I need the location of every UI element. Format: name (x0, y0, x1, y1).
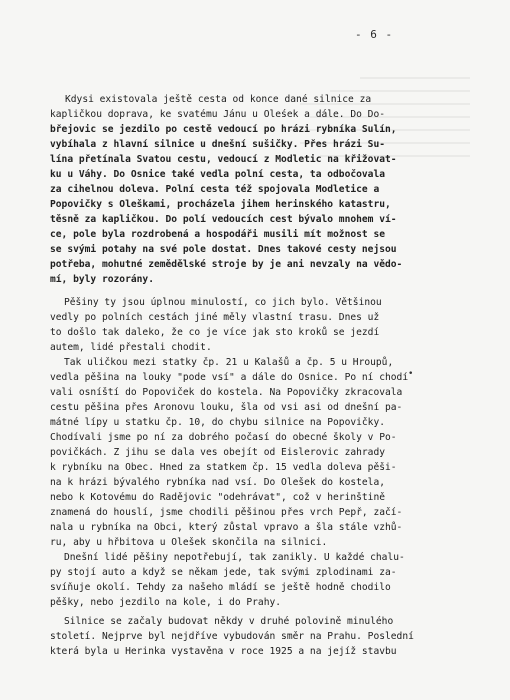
text-line: povičkách. Z jihu se dala ves obejít od Eislerovic zahrady (50, 447, 386, 458)
text-line: na k hrázi bývalého rybníka nad vsí. Do Olešek do kostela, (50, 477, 386, 488)
text-line: která byla u Herinka vystavěna v roce 1925 a na jejíž stavbu (50, 646, 397, 657)
text-line: mí, byly rozorány. (50, 274, 154, 285)
text-line: vali osníští do Popoviček do kostela. Na Popovičky zkracovala (50, 387, 403, 398)
text-line: se svými potahy na své pole dostat. Dnes takové cesty nejsou (50, 244, 397, 255)
text-line: Dnešní lidé pěšiny nepotřebují, tak zanikly. U každé chalu- (64, 552, 405, 563)
text-line: lína přetínala Svatou cestu, vedoucí z Modletic na křižovat- (50, 154, 397, 165)
margin-mark: • (408, 369, 414, 379)
text-line: Silnice se začaly budovat někdy v druhé polovině minulého (64, 616, 394, 627)
text-line: ce, pole byla rozdrobená a hospodáři musili mít možnost se (50, 229, 386, 240)
text-line: kapličkou doprava, ke svatému Jánu u Oleśek a dále. Do Do- (50, 109, 386, 120)
text-line: břejovic se jezdilo po cestě vedoucí po hrázi rybníka Sulín, (50, 124, 397, 135)
text-line: vybíhala z hlavní silnice u dnešní sušičky. Přes hrázi Su- (50, 139, 386, 150)
text-line: svíňuje okolí. Tehdy za našeho mládí se ještě hodně chodilo (50, 582, 391, 593)
text-line: autem, lidé přestali chodit. (50, 342, 212, 353)
text-line: Pěšiny ty jsou úplnou minulostí, co jich bylo. Většinou (64, 297, 382, 308)
text-line: za cihelnou doleva. Polní cesta též spojovala Modletice a (50, 184, 380, 195)
text-line: to došlo tak daleko, že co je více jak sto kroků se jezdí (50, 327, 380, 338)
page-number: - 6 - (355, 28, 394, 41)
text-line: Chodívali jsme po ní za dobrého počasí do obecné školy v Po- (50, 432, 397, 443)
text-line: Tak uličkou mezi statky čp. 21 u Kalašů a čp. 5 u Hroupů, (64, 357, 394, 368)
text-line: znamená do houslí, jsme chodili pěšinou přes vrch Pepř, začí- (50, 507, 403, 518)
text-line: století. Nejprve byl nejdříve vybudován směr na Prahu. Poslední (50, 631, 414, 642)
text-line: vedla pěšina na louky "pode vsí" a dále do Osnice. Po ní chodí (50, 372, 409, 383)
text-line: Kdysi existovala ještě cesta od konce dané silnice za (65, 94, 372, 105)
text-line: mátné lípy u statku čp. 10, do chybu silnice na Popovičky. (50, 417, 386, 428)
text-line: py stojí auto a když se někam jede, tak svými zplodinami za- (50, 567, 397, 578)
text-line: k rybníku na Obec. Hned za statkem čp. 15 vedla doleva pěši- (50, 462, 397, 473)
text-line: těsně za kapličkou. Do polí vedoucích cest bývalo mnohem ví- (50, 214, 397, 225)
text-line: potřeba, mohutné zemědělské stroje by je ani nevzaly na vědo- (50, 259, 403, 270)
text-line: nala u rybníka na Obci, který zůstal vpravo a šla stále vzhů- (50, 522, 403, 533)
text-line: cestu pěšina přes Aronovu louku, šla od vsi asi od dnešní pa- (50, 402, 403, 413)
text-line: ru, aby u hřbitova u Olešek skončila na silnici. (50, 537, 328, 548)
text-line: Popovičky s Oleškami, procházela jihem herinského katastru, (50, 199, 391, 210)
text-line: pěšky, nebo jezdilo na kole, i do Prahy. (50, 597, 282, 608)
text-line: nebo k Kotovému do Radějovic "odehrávat", což v herinštině (50, 492, 386, 503)
text-line: ku u Váhy. Do Osnice také vedla polní cesta, ta odbočovala (50, 169, 386, 180)
text-line: vedly po polních cestách jiné měly vlastní trasu. Dnes už (50, 312, 380, 323)
